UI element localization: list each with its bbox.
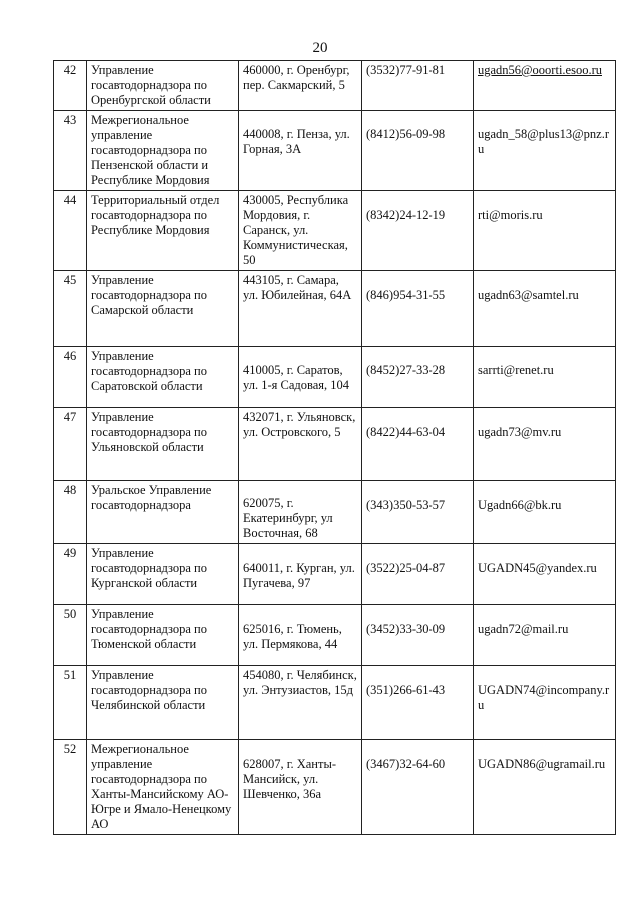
phone-number: (8342)24-12-19 [366, 208, 446, 222]
email-address[interactable]: ugadn_58@plus13@pnz.ru [478, 127, 609, 156]
address-cell [239, 666, 362, 740]
address: 628007, г. Ханты-Мансийск, ул. Шевченко, 36а [243, 757, 337, 801]
row-number: 44 [63, 193, 77, 207]
email-address[interactable]: UGADN45@yandex.ru [478, 561, 597, 575]
row-number-cell [54, 481, 87, 544]
organization-name-cell [87, 544, 239, 605]
phone-number-cell [362, 605, 474, 666]
row-number: 42 [63, 63, 77, 77]
table-row [54, 271, 616, 347]
row-number-cell [54, 111, 87, 191]
phone-number-cell [362, 111, 474, 191]
address-cell [239, 347, 362, 408]
address-cell [239, 111, 362, 191]
organization-name: Межрегиональное управление госавтодорнадзора по Ханты-Мансийскому АО- Югре и Ямало-Ненецкому АО [91, 742, 232, 831]
phone-number: (8422)44-63-04 [366, 425, 446, 439]
email-address-cell [474, 347, 616, 408]
table-row [54, 666, 616, 740]
phone-number: (3522)25-04-87 [366, 561, 446, 575]
organization-name: Управление госавтодорнадзора по Челябинской области [91, 668, 207, 712]
phone-number: (3532)77-91-81 [366, 63, 446, 77]
row-number: 48 [63, 483, 77, 497]
email-address-cell [474, 271, 616, 347]
row-number-cell [54, 605, 87, 666]
organization-name: Межрегиональное управление госавтодорнадзора по Пензенской области и Республике Мордовия [91, 113, 210, 187]
table-row [54, 408, 616, 481]
email-address[interactable]: ugadn73@mv.ru [478, 425, 562, 439]
phone-number-cell [362, 347, 474, 408]
phone-number: (846)954-31-55 [366, 288, 446, 302]
address-cell [239, 605, 362, 666]
phone-number: (343)350-53-57 [366, 498, 446, 512]
row-number-cell [54, 666, 87, 740]
organization-name: Управление госавтодорнадзора по Курганской области [91, 546, 207, 590]
phone-number-cell [362, 740, 474, 835]
address: 443105, г. Самара, ул. Юбилейная, 64А [243, 273, 352, 302]
email-address[interactable]: rti@moris.ru [478, 208, 543, 222]
email-address[interactable]: ugadn63@samtel.ru [478, 288, 579, 302]
email-address-cell [474, 666, 616, 740]
row-number-cell [54, 191, 87, 271]
organization-name-cell [87, 408, 239, 481]
table-row [54, 481, 616, 544]
email-address-cell [474, 481, 616, 544]
address: 410005, г. Саратов, ул. 1-я Садовая, 104 [243, 363, 350, 392]
row-number: 46 [63, 349, 77, 363]
organization-name-cell [87, 111, 239, 191]
page-number: 20 [312, 40, 328, 56]
email-address[interactable]: Ugadn66@bk.ru [478, 498, 562, 512]
row-number: 50 [63, 607, 77, 621]
address-cell [239, 740, 362, 835]
email-address-cell [474, 111, 616, 191]
email-address[interactable]: ugadn72@mail.ru [478, 622, 569, 636]
row-number-cell [54, 740, 87, 835]
address: 430005, Республика Мордовия, г. Саранск, ул. Коммунистическая, 50 [243, 193, 349, 267]
email-address-cell [474, 61, 616, 111]
row-number: 43 [63, 113, 77, 127]
address-cell [239, 61, 362, 111]
address-cell [239, 271, 362, 347]
organization-name-cell [87, 740, 239, 835]
phone-number: (3467)32-64-60 [366, 757, 446, 771]
row-number-cell [54, 347, 87, 408]
organization-name: Управление госавтодорнадзора по Самарской области [91, 273, 207, 317]
address: 440008, г. Пенза, ул. Горная, 3А [243, 127, 350, 156]
table-row [54, 111, 616, 191]
row-number: 52 [63, 742, 77, 756]
table-row [54, 740, 616, 835]
address: 454080, г. Челябинск, ул. Энтузиастов, 15д [243, 668, 357, 697]
organization-name-cell [87, 481, 239, 544]
email-address-cell [474, 544, 616, 605]
row-number-cell [54, 408, 87, 481]
organization-name-cell [87, 61, 239, 111]
address-cell [239, 408, 362, 481]
table-row [54, 191, 616, 271]
organization-name: Территориальный отдел госавтодорнадзора по Республике Мордовия [91, 193, 220, 237]
organization-name-cell [87, 271, 239, 347]
table-row [54, 347, 616, 408]
phone-number-cell [362, 191, 474, 271]
phone-number-cell [362, 481, 474, 544]
phone-number-cell [362, 271, 474, 347]
contacts-table [53, 60, 616, 835]
table-body [54, 61, 616, 835]
phone-number-cell [362, 666, 474, 740]
organization-name: Управление госавтодорнадзора по Оренбургской области [91, 63, 211, 107]
address: 432071, г. Ульяновск, ул. Островского, 5 [243, 410, 356, 439]
organization-name: Управление госавтодорнадзора по Тюменской области [91, 607, 207, 651]
row-number-cell [54, 271, 87, 347]
row-number: 47 [63, 410, 77, 424]
address-cell [239, 191, 362, 271]
organization-name-cell [87, 605, 239, 666]
email-address-cell [474, 740, 616, 835]
address: 625016, г. Тюмень, ул. Пермякова, 44 [243, 622, 342, 651]
organization-name-cell [87, 666, 239, 740]
email-address[interactable]: sarrti@renet.ru [478, 363, 554, 377]
phone-number: (351)266-61-43 [366, 683, 446, 697]
address: 620075, г. Екатеринбург, ул Восточная, 68 [243, 496, 333, 540]
address-cell [239, 544, 362, 605]
table-row [54, 544, 616, 605]
phone-number-cell [362, 408, 474, 481]
organization-name: Уральское Управление госавтодорнадзора [91, 483, 212, 512]
address: 460000, г. Оренбург, пер. Сакмарский, 5 [243, 63, 350, 92]
organization-name: Управление госавтодорнадзора по Ульяновской области [91, 410, 207, 454]
phone-number-cell [362, 61, 474, 111]
email-address-cell [474, 191, 616, 271]
table-row [54, 605, 616, 666]
table-row [54, 61, 616, 111]
organization-name: Управление госавтодорнадзора по Саратовской области [91, 349, 207, 393]
phone-number: (8412)56-09-98 [366, 127, 446, 141]
email-address-cell [474, 605, 616, 666]
organization-name-cell [87, 347, 239, 408]
row-number: 51 [63, 668, 77, 682]
email-address-cell [474, 408, 616, 481]
row-number-cell [54, 544, 87, 605]
phone-number: (3452)33-30-09 [366, 622, 446, 636]
email-address[interactable]: ugadn56@ooorti.esoo.ru [478, 63, 602, 77]
row-number-cell [54, 61, 87, 111]
phone-number-cell [362, 544, 474, 605]
row-number: 49 [63, 546, 77, 560]
email-address[interactable]: UGADN86@ugramail.ru [478, 757, 606, 771]
email-address[interactable]: UGADN74@incompany.ru [478, 683, 610, 712]
organization-name-cell [87, 191, 239, 271]
address-cell [239, 481, 362, 544]
phone-number: (8452)27-33-28 [366, 363, 446, 377]
row-number: 45 [63, 273, 77, 287]
address: 640011, г. Курган, ул. Пугачева, 97 [243, 561, 355, 590]
